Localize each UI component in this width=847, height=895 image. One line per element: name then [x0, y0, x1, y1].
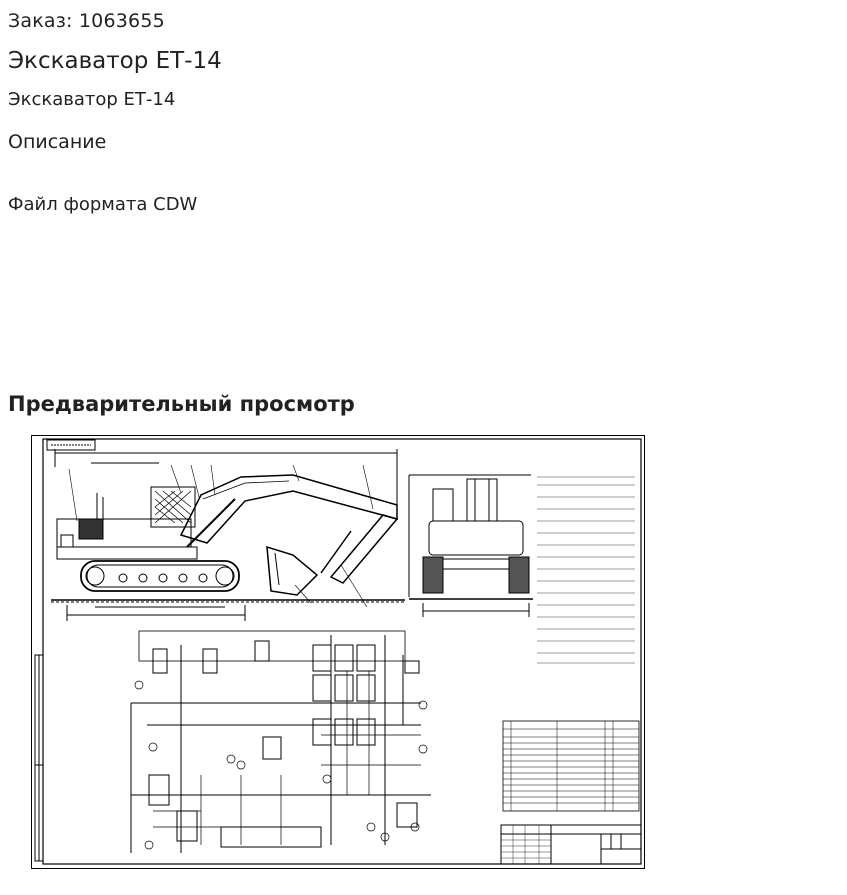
order-number: Заказ: 1063655 — [8, 10, 165, 32]
preview-drawing[interactable] — [31, 435, 645, 869]
cad-drawing-icon — [31, 435, 645, 869]
description-text: Файл формата CDW — [8, 194, 198, 215]
product-title: Экскаватор ЕТ-14 — [8, 48, 222, 74]
product-subtitle: Экскаватор ЕТ-14 — [8, 89, 176, 110]
preview-heading: Предварительный просмотр — [8, 392, 355, 416]
description-heading: Описание — [8, 131, 107, 153]
